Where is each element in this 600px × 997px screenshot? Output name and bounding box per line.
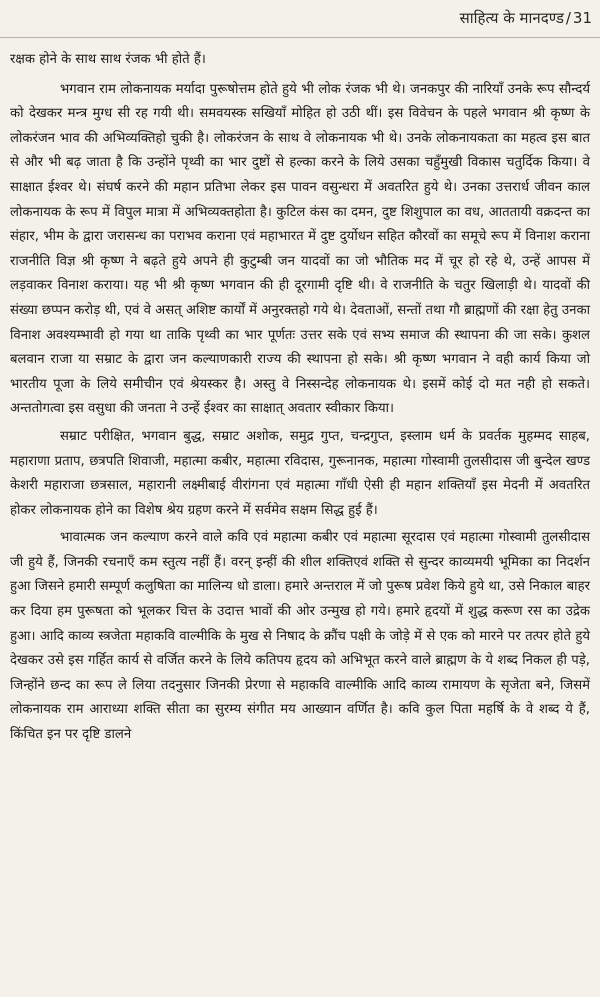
paragraph-ram-krishna-lokanayak: भगवान राम लोकनायक मर्यादा पुरूषोत्तम होते हुये भी लोक रंजक भी थे। जनकपुर की नारियाँ उनके रूप सौन्दर्य को देखकर मन्त्र मुग्ध सी रह गयी थी। समवयस्क सखियाँ मोहित हो उठी थीं। इस विवेचन के पहले भगवान श्री कृष्ण के लोकरंजन भाव की अभिव्यक्तिहो चुकी है। लोकरंजन के साथ वे लोकनायक भी थे। उनके लोकनायकता का महत्व इस बात से और भी बढ़ जाता है कि उन्होंने पृथ्वी का भार दुष्टों से हल्का करने के लिये उसका चहुँमुखी विकास चतुर्दिक किया। वे साक्षात ईश्वर थे। संघर्ष करने की महान प्रतिभा लेकर इस पावन वसुन्धरा में अवतरित हुये थे। उनका उत्तरार्ध जीवन काल लोकनायक के रूप में विपुल मात्रा में अभिव्यक्तहोता है। कुटिल कंस का दमन, दुष्ट शिशुपाल का वध, आततायी वक्रदन्त का संहार, भीम के द्वारा जरासन्ध का पराभव कराना एवं महाभारत में दुष्ट दुर्योधन सहित कौरवों का समूचे रूप में विनाश कराना राजनीति विज्ञ श्री कृष्ण ने बढ़ते हुये अपने ही कुटुम्बी जन यादवों का जो भौतिक मद में चूर हो रहे थे, उन्हें आपस में लड़वाकर विनाश कराया। यह भी श्री कृष्ण भगवान की ही दूरगामी दृष्टि थी। वे राजनीति के चतुर खिलाड़ी थे। यादवों की संख्या छप्पन करोड़ थी, एवं वे असत् अशिष्ट कार्यों में अनुरक्तहो गये थे। देवताओं, सन्तों तथा गौ ब्राह्मणों की रक्षा हेतु उनका विनाश अवश्यम्भावी हो गया था ताकि पृथ्वी का भार पूर्णतः उत्तर सके एवं सभ्य समाज की स्थापना की जा सके। कुशल बलवान राजा या सम्राट के द्वारा जन कल्याणकारी राज्य की स्थापना हो सके। श्री कृष्ण भगवान ने वही कार्य किया जो भारतीय पूजा के लिये समीचीन एवं श्रेयस्कर है। अस्तु वे निस्सन्देह लोकनायक थे। इसमें कोई दो मत नही हो सकते। अन्ततोगत्वा इस वसुधा की जनता ने उन्हें ईश्वर का साक्षात् अवतार स्वीकार किया। <box>10 81 590 417</box>
paragraph-continuation: रक्षक होने के साथ साथ रंजक भी होते हैं। <box>10 52 206 67</box>
running-header <box>0 8 600 38</box>
page-body <box>10 48 590 748</box>
book-title: साहित्य के मानदण्ड <box>459 9 564 27</box>
page-number: 31 <box>572 9 592 27</box>
paragraph-poets-valmiki: भावात्मक जन कल्याण करने वाले कवि एवं महात्मा कबीर एवं महात्मा सूरदास एवं महात्मा गोस्वामी तुलसीदास जी हुये हैं, जिनकी रचनाएँ कम स्तुत्य नहीं हैं। वरन् इन्हीं की शील शक्तिएवं शक्ति से सुन्दर काव्यमयी भूमिका का निदर्शन हुआ जिसने हमारी सम्पूर्ण कलुषिता का मालिन्य धो डाला। हमारे अन्तराल में जो पुरूष प्रवेश किये हुये था, उसे निकाल बाहर कर दिया हम पुरूषता को भूलकर चित्त के उदात्त भावों की ओर उन्मुख हो गये। हमारे हृदयों में शुद्ध करूण रस का उद्रेक हुआ। आदि काव्य स्त्रजेता महाकवि वाल्मीकि के मुख से निषाद के क्रौंच पक्षी के जोड़े में से एक को मारने पर तत्पर होते हुये देखकर उसे इस गर्हित कार्य से वर्जित करने के लिये कतिपय हृदय को अभिभूत करने वाले ब्राह्मण के ये शब्द निकल ही पड़े, जिन्होंने छन्द का रूप ले लिया तदनुसार जिनकी प्रेरणा से महाकवि वाल्मीकि आदि काव्य रामायण के सृजेता बने, जिसमें लोकनायक राम आराध्या शक्ति सीता का सुरम्य संगीत मय आख्यान वर्णित है। कवि कुल पिता महर्षि के वे शब्द ये हैं, किंचित इन पर दृष्टि डालने <box>10 530 590 743</box>
paragraph-great-personalities: सम्राट परीक्षित, भगवान बुद्ध, सम्राट अशोक, समुद्र गुप्त, चन्द्रगुप्त, इस्लाम धर्म के प्रवर्तक मुहम्मद साहब, महाराणा प्रताप, छत्रपति शिवाजी, महात्मा कबीर, महात्मा रविदास, गुरूनानक, महात्मा गोस्वामी तुलसीदास जी बुन्देल खण्ड केशरी महाराजा छत्रसाल, महारानी लक्ष्मीबाई वीरांगना एवं महात्मा गाँधी ऐसी ही महान शक्तियाँ इस मेदनी में अवतरित होकर लोकनायक होने का विशेष श्रेय ग्रहण करने में सर्वमेव सक्षम सिद्ध हुई हैं। <box>10 428 590 518</box>
header-separator: / <box>565 9 571 27</box>
